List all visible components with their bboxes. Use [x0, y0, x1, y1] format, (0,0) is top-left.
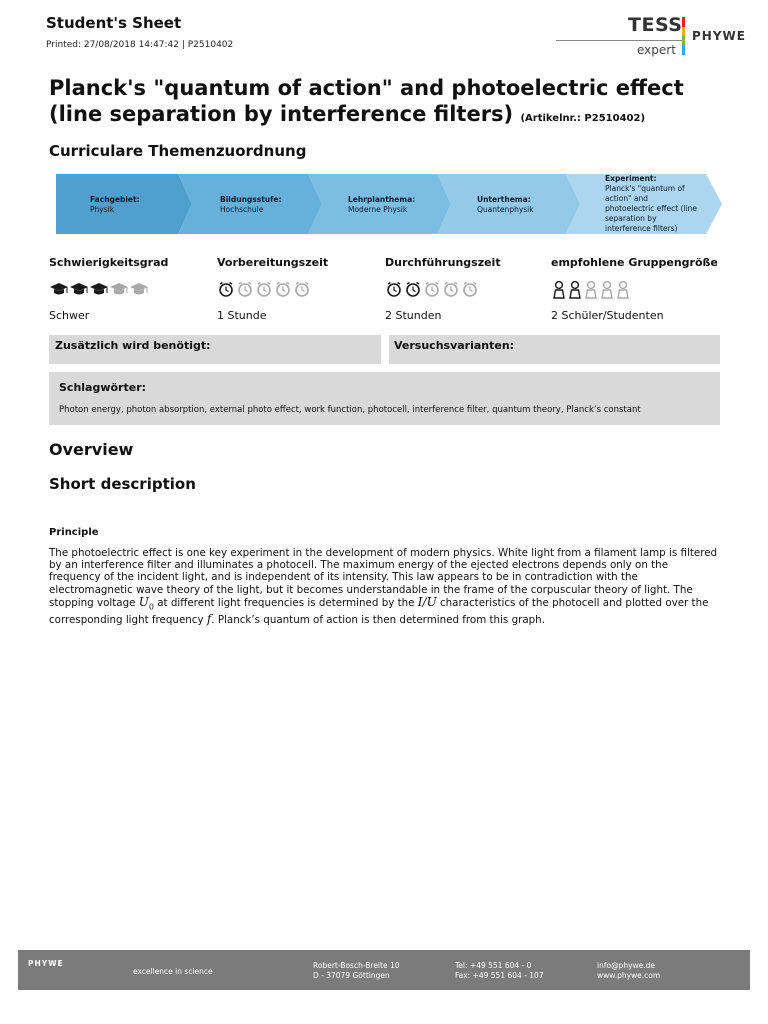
- additional-box: [49, 335, 381, 364]
- variants-box: [389, 335, 720, 364]
- symbol-f: f: [206, 612, 212, 627]
- principle-line: The photoelectric effect is one key experiment in the development of modern physics. White light from a filament lamp is filtered: [49, 547, 718, 559]
- tess-bar-orange: [682, 27, 685, 37]
- alarm-clock-icon: [423, 280, 442, 300]
- difficulty-heading: Schwierigkeitsgrad: [49, 256, 169, 269]
- difficulty-rating: [49, 280, 149, 300]
- graduation-cap-icon: [129, 280, 149, 298]
- symbol-iu: I/U: [417, 594, 437, 609]
- header-divider: [556, 40, 684, 41]
- tess-logo: TESS: [628, 14, 683, 36]
- variants-label: Versuchsvarianten:: [394, 339, 515, 352]
- tess-bar-blue: [682, 46, 685, 56]
- person-icon: [599, 280, 615, 300]
- difficulty-value: Schwer: [49, 309, 90, 322]
- exec-time-rating: [385, 280, 480, 300]
- principle-line: corresponding light frequency f. Planck’s quantum of action is then determined from this graph.: [49, 612, 545, 627]
- short-description-heading: Short description: [49, 475, 196, 493]
- alarm-clock-icon: [274, 280, 293, 300]
- phywe-logo-footer: PHYWE: [28, 959, 64, 968]
- person-icon: [615, 280, 631, 300]
- overview-heading: Overview: [49, 440, 134, 459]
- keywords-label: Schlagwörter:: [59, 381, 147, 394]
- principle-line: electromagnetic wave theory of the light, but it becomes understandable in the frame of the corpuscular theory of light. The: [49, 583, 693, 596]
- curriculum-heading: Curriculare Themenzuordnung: [49, 142, 307, 160]
- footer-web-link[interactable]: www.phywe.com: [597, 971, 661, 980]
- tess-color-bar: [682, 17, 685, 55]
- phywe-logo-header: PHYWE: [692, 29, 746, 43]
- principle-line: by an interference filter and illuminates a photocell. The maximum energy of the ejected electrons depends only on the: [49, 559, 669, 572]
- chevron-label-unterthema: Unterthema: Quantenphysik: [477, 195, 534, 214]
- footer-address: Robert-Bosch-Breite 10 D - 37079 Göttingen: [313, 961, 400, 980]
- chevron-label-bildungsstufe: Bildungsstufe: Hochschule: [220, 195, 282, 214]
- chevron-label-experiment: Experiment: Planck's "quantum of action" and photoelectric effect (line separation by interference filters): [605, 174, 697, 233]
- alarm-clock-icon: [442, 280, 461, 300]
- footer-slogan: excellence in science: [133, 967, 213, 976]
- printed-timestamp: Printed: 27/08/2018 14:47:42 | P2510402: [46, 40, 234, 50]
- experiment-title-text: Planck's "quantum of action" and photoelectric effect (line separation by interference filters): [49, 76, 684, 126]
- group-size-rating: [551, 280, 631, 300]
- chevron-label-fachgebiet: Fachgebiet: Physik: [90, 195, 140, 214]
- prep-time-heading: Vorbereitungszeit: [217, 256, 329, 269]
- tess-bar-green: [682, 36, 685, 46]
- chevron-label-lehrplanthema: Lehrplanthema: Moderne Physik: [348, 195, 416, 214]
- keywords-box: [49, 372, 720, 425]
- person-icon: [551, 280, 567, 300]
- group-size-heading: empfohlene Gruppengröße: [551, 256, 718, 269]
- principle-line: frequency of the incident light, and is independent of its intensity. This law appears to be in contradiction with the: [49, 571, 638, 584]
- alarm-clock-icon: [217, 280, 236, 300]
- footer: [18, 950, 750, 990]
- footer-phone: Tel: +49 551 604 - 0 Fax: +49 551 604 - 107: [455, 961, 544, 980]
- experiment-title: [49, 75, 739, 132]
- graduation-cap-icon: [69, 280, 89, 298]
- tess-bar-red: [682, 17, 685, 27]
- alarm-clock-icon: [461, 280, 480, 300]
- person-icon: [583, 280, 599, 300]
- footer-contact: [597, 961, 660, 981]
- prep-time-rating: [217, 280, 312, 300]
- prep-time-value: 1 Stunde: [217, 309, 267, 322]
- principle-line: stopping voltage $U_0$ at different light frequencies is determined by the I/U characteristics of the photocell and plotted over the: [49, 594, 709, 612]
- keywords-text: Photon energy, photon absorption, external photo effect, work function, photocell, interference filter, quantum theory, Planck’s constant: [59, 405, 641, 415]
- alarm-clock-icon: [293, 280, 312, 300]
- curriculum-chevrons: [56, 174, 724, 234]
- exec-time-heading: Durchführungszeit: [385, 256, 501, 269]
- sheet-title: Student's Sheet: [46, 14, 182, 32]
- additional-label: Zusätzlich wird benötigt:: [55, 339, 211, 352]
- person-icon: [567, 280, 583, 300]
- footer-email-link[interactable]: info@phywe.de: [597, 961, 656, 970]
- graduation-cap-icon: [109, 280, 129, 298]
- group-size-value: 2 Schüler/Studenten: [551, 309, 664, 322]
- alarm-clock-icon: [404, 280, 423, 300]
- alarm-clock-icon: [255, 280, 274, 300]
- exec-time-value: 2 Stunden: [385, 309, 442, 322]
- alarm-clock-icon: [385, 280, 404, 300]
- principle-heading: Principle: [49, 527, 99, 538]
- principle-paragraph: [49, 547, 725, 627]
- symbol-u0: $U_0$: [138, 594, 154, 612]
- graduation-cap-icon: [89, 280, 109, 298]
- alarm-clock-icon: [236, 280, 255, 300]
- article-number: (Artikelnr.: P2510402): [520, 113, 646, 124]
- tess-expert-label: expert: [637, 43, 676, 57]
- graduation-cap-icon: [49, 280, 69, 298]
